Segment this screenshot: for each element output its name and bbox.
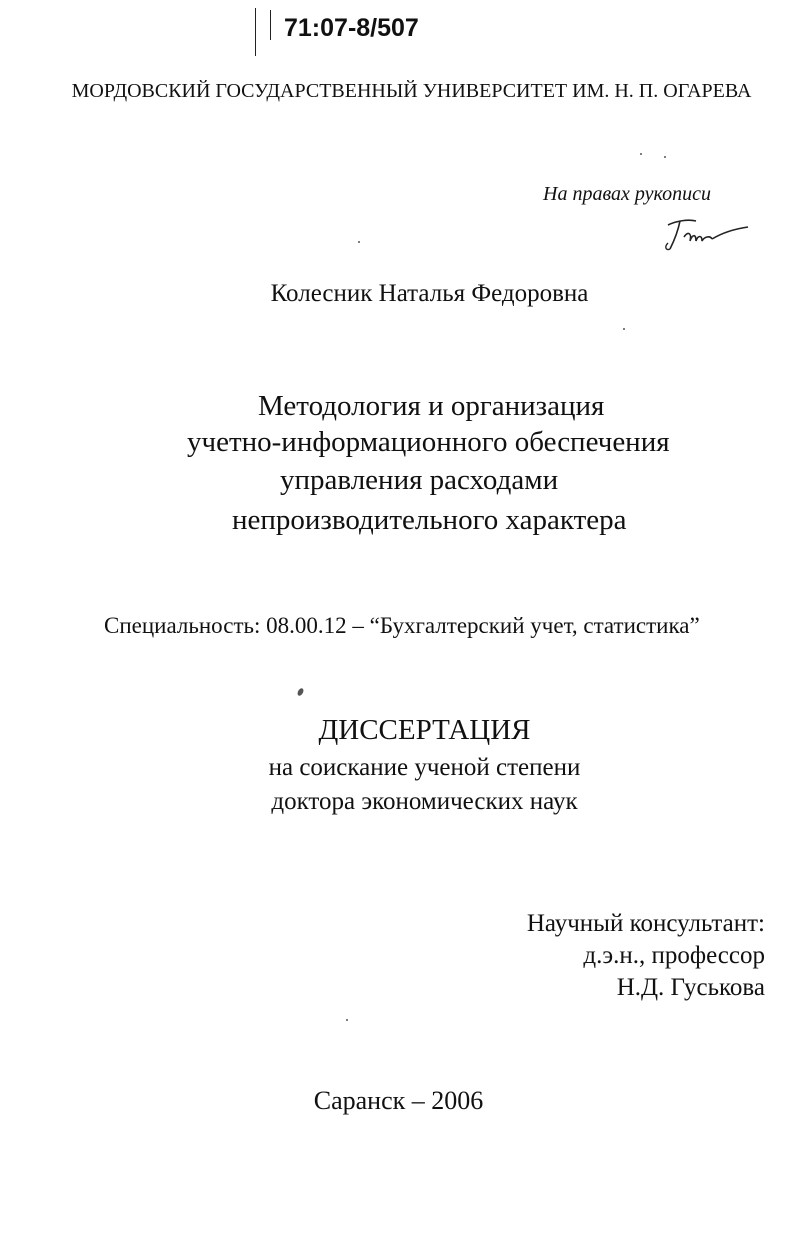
thesis-purpose-line-1: на соискание ученой степени <box>268 754 581 781</box>
scan-speck <box>664 156 666 158</box>
scan-speck <box>358 241 360 243</box>
stamp-border-line-left <box>255 8 256 56</box>
stamp-code: 71:07-8/507 <box>284 14 419 42</box>
university-name: МОРДОВСКИЙ ГОСУДАРСТВЕННЫЙ УНИВЕРСИТЕТ ИМ. Н. П. ОГАРЕВА <box>71 80 752 102</box>
consultant-name: Н.Д. Гуськова <box>616 974 765 1001</box>
thesis-kind-heading: ДИССЕРТАЦИЯ <box>318 714 531 746</box>
city-year: Саранск – 2006 <box>313 1086 484 1115</box>
thesis-purpose-line-2: доктора экономических наук <box>271 788 578 815</box>
consultant-label: Научный консультант: <box>526 910 765 937</box>
title-line-1: Методология и организация <box>258 390 605 422</box>
scan-speck <box>623 328 625 330</box>
signature-icon <box>662 215 752 255</box>
manuscript-rights-note: На правах рукописи <box>543 183 711 205</box>
scan-speck <box>640 153 642 155</box>
author-name: Колесник Наталья Федоровна <box>270 280 589 307</box>
handwritten-signature <box>662 215 752 260</box>
stamp-border-line-right <box>270 10 271 40</box>
consultant-degree: д.э.н., профессор <box>583 942 765 969</box>
title-line-3: управления расходами <box>280 464 559 496</box>
title-line-4: непроизводительного характера <box>232 504 627 536</box>
scan-speck <box>296 687 304 696</box>
scan-speck <box>346 1019 348 1021</box>
title-line-2: учетно-информационного обеспечения <box>187 426 670 458</box>
specialty-code: Специальность: 08.00.12 – “Бухгалтерский учет, статистика” <box>104 613 700 638</box>
